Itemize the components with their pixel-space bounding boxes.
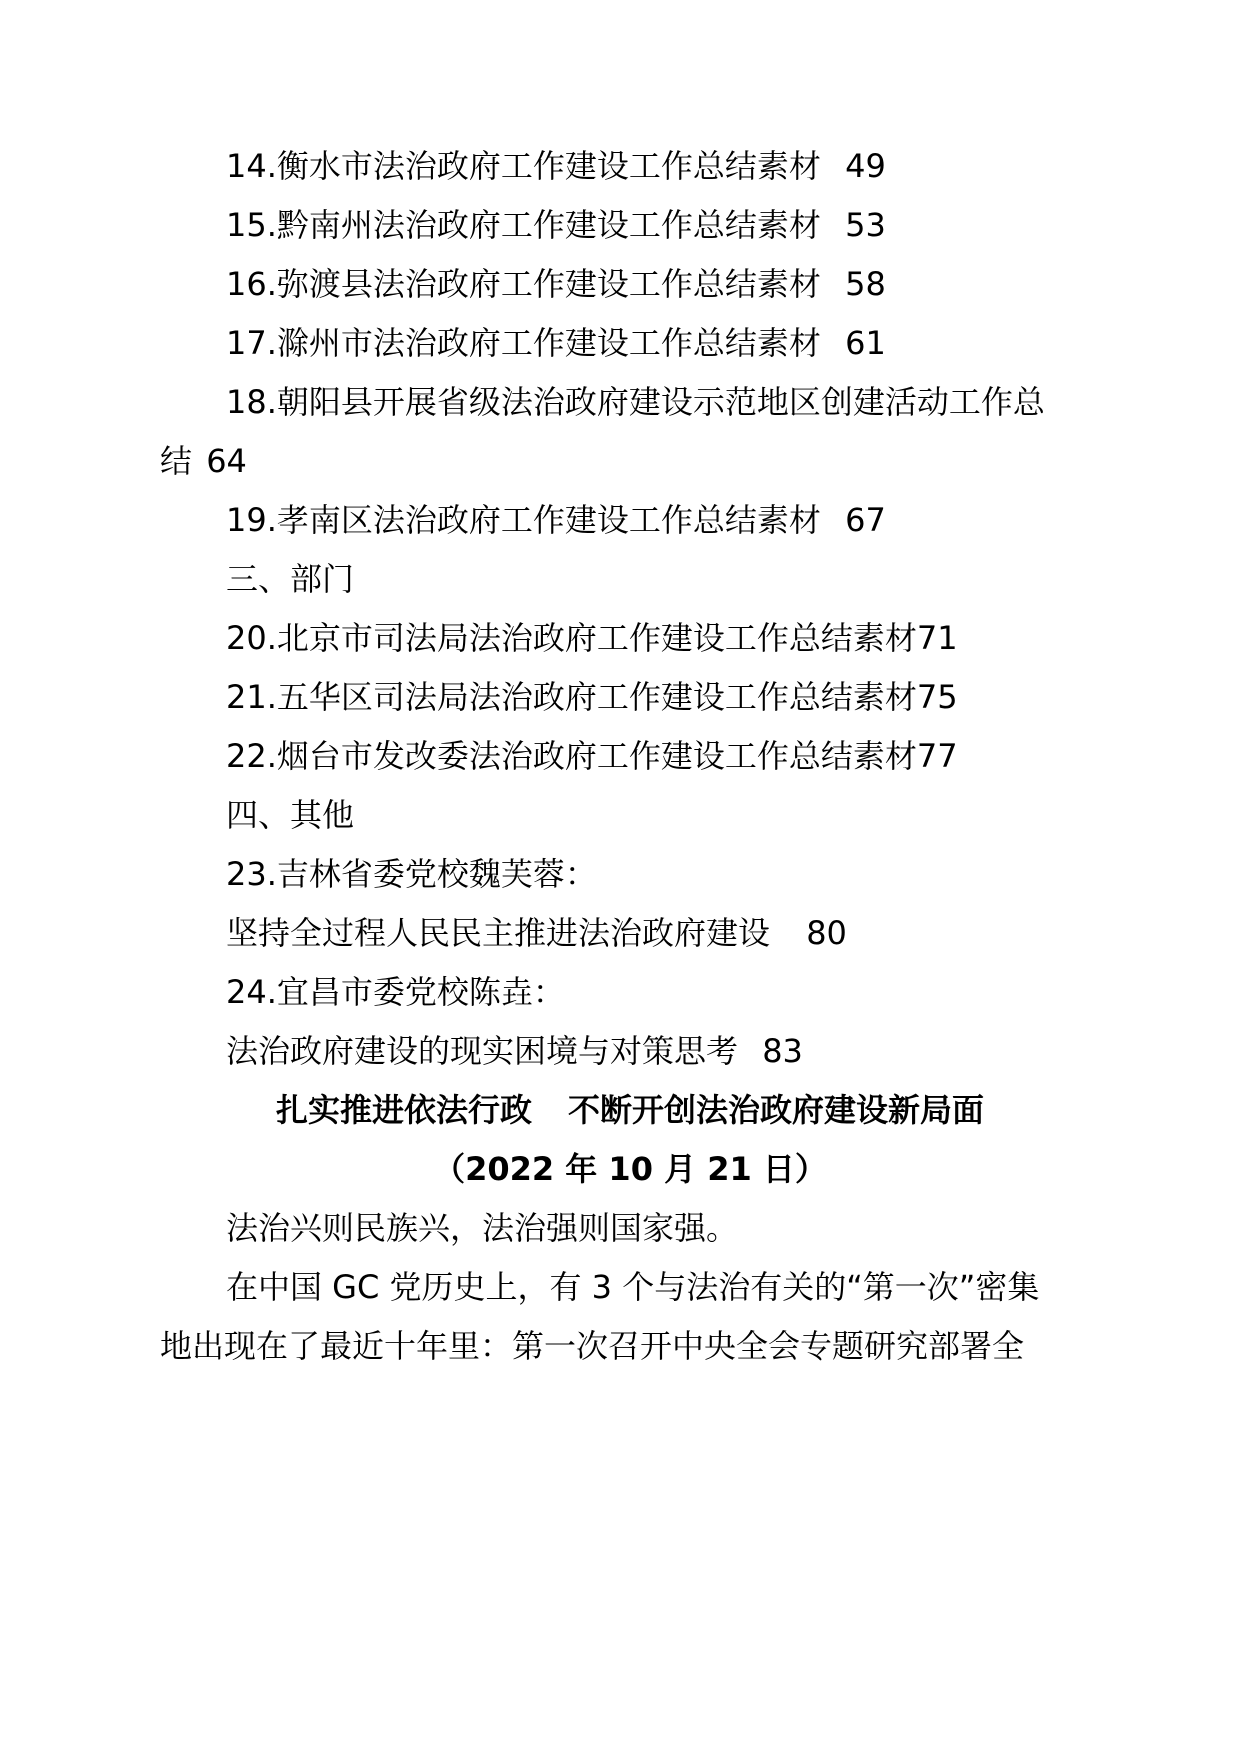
article-title bbox=[160, 1090, 1100, 1130]
toc-item-19[interactable] bbox=[226, 500, 1166, 540]
toc-section-heading: 四、其他 bbox=[226, 796, 355, 834]
article-date: （2022 年 10 月 21 日） bbox=[433, 1150, 827, 1188]
toc-item-page: 67 bbox=[845, 501, 886, 539]
toc-item-text: 22.烟台市发改委法治政府工作建设工作总结素材 bbox=[226, 737, 917, 775]
toc-item-21[interactable] bbox=[226, 677, 1166, 717]
toc-item-text: 20.北京市司法局法治政府工作建设工作总结素材 bbox=[226, 619, 917, 657]
toc-item-15[interactable] bbox=[226, 205, 1166, 245]
toc-item-page: 83 bbox=[762, 1032, 803, 1070]
toc-item-page: 75 bbox=[916, 678, 958, 716]
toc-item-16[interactable] bbox=[226, 264, 1166, 304]
toc-item-18[interactable] bbox=[226, 382, 1166, 422]
toc-item-20[interactable] bbox=[226, 618, 1166, 658]
toc-section-heading: 三、部门 bbox=[226, 560, 355, 598]
article-title-part1: 扎实推进依法行政 bbox=[275, 1091, 532, 1129]
toc-item-text: 17.滁州市法治政府工作建设工作总结素材 bbox=[226, 324, 821, 362]
toc-item-text: 法治政府建设的现实困境与对策思考 bbox=[226, 1032, 739, 1070]
body-paragraph-1: 法治兴则民族兴，法治强则国家强。 bbox=[226, 1209, 739, 1247]
toc-item-page: 71 bbox=[916, 619, 958, 657]
toc-item-24-title[interactable] bbox=[226, 1031, 1166, 1071]
toc-item-18-continuation[interactable] bbox=[160, 441, 1100, 481]
toc-item-page: 61 bbox=[845, 324, 886, 362]
toc-item-text: 21.五华区司法局法治政府工作建设工作总结素材 bbox=[226, 678, 917, 716]
toc-item-14[interactable] bbox=[226, 146, 1166, 186]
toc-item-text: 16.弥渡县法治政府工作建设工作总结素材 bbox=[226, 265, 821, 303]
toc-item-23-author[interactable]: 23.吉林省委党校魏芙蓉： bbox=[226, 855, 597, 893]
toc-item-text: 坚持全过程人民民主推进法治政府建设 bbox=[226, 914, 771, 952]
toc-item-text: 15.黔南州法治政府工作建设工作总结素材 bbox=[226, 206, 821, 244]
toc-item-page: 80 bbox=[806, 914, 847, 952]
body-paragraph-2-line-2: 地出现在了最近十年里：第一次召开中央全会专题研究部署全 bbox=[160, 1327, 1025, 1365]
toc-item-17[interactable] bbox=[226, 323, 1166, 363]
toc-item-page: 49 bbox=[845, 147, 886, 185]
article-title-part2: 不断开创法治政府建设新局面 bbox=[568, 1091, 985, 1129]
toc-item-text: 14.衡水市法治政府工作建设工作总结素材 bbox=[226, 147, 821, 185]
toc-item-page: 77 bbox=[916, 737, 958, 775]
toc-item-page: 53 bbox=[845, 206, 886, 244]
toc-item-text-continuation: 结 bbox=[160, 442, 193, 480]
toc-item-24-author[interactable]: 24.宜昌市委党校陈垚： bbox=[226, 973, 565, 1011]
toc-item-23-title[interactable] bbox=[226, 913, 1166, 953]
toc-item-text: 19.孝南区法治政府工作建设工作总结素材 bbox=[226, 501, 821, 539]
toc-item-text: 18.朝阳县开展省级法治政府建设示范地区创建活动工作总 bbox=[226, 383, 1045, 421]
toc-item-22[interactable] bbox=[226, 736, 1166, 776]
toc-item-page: 64 bbox=[206, 442, 247, 480]
body-paragraph-2-line-1: 在中国 GC 党历史上，有 3 个与法治有关的“第一次”密集 bbox=[226, 1268, 1040, 1306]
toc-item-page: 58 bbox=[845, 265, 886, 303]
